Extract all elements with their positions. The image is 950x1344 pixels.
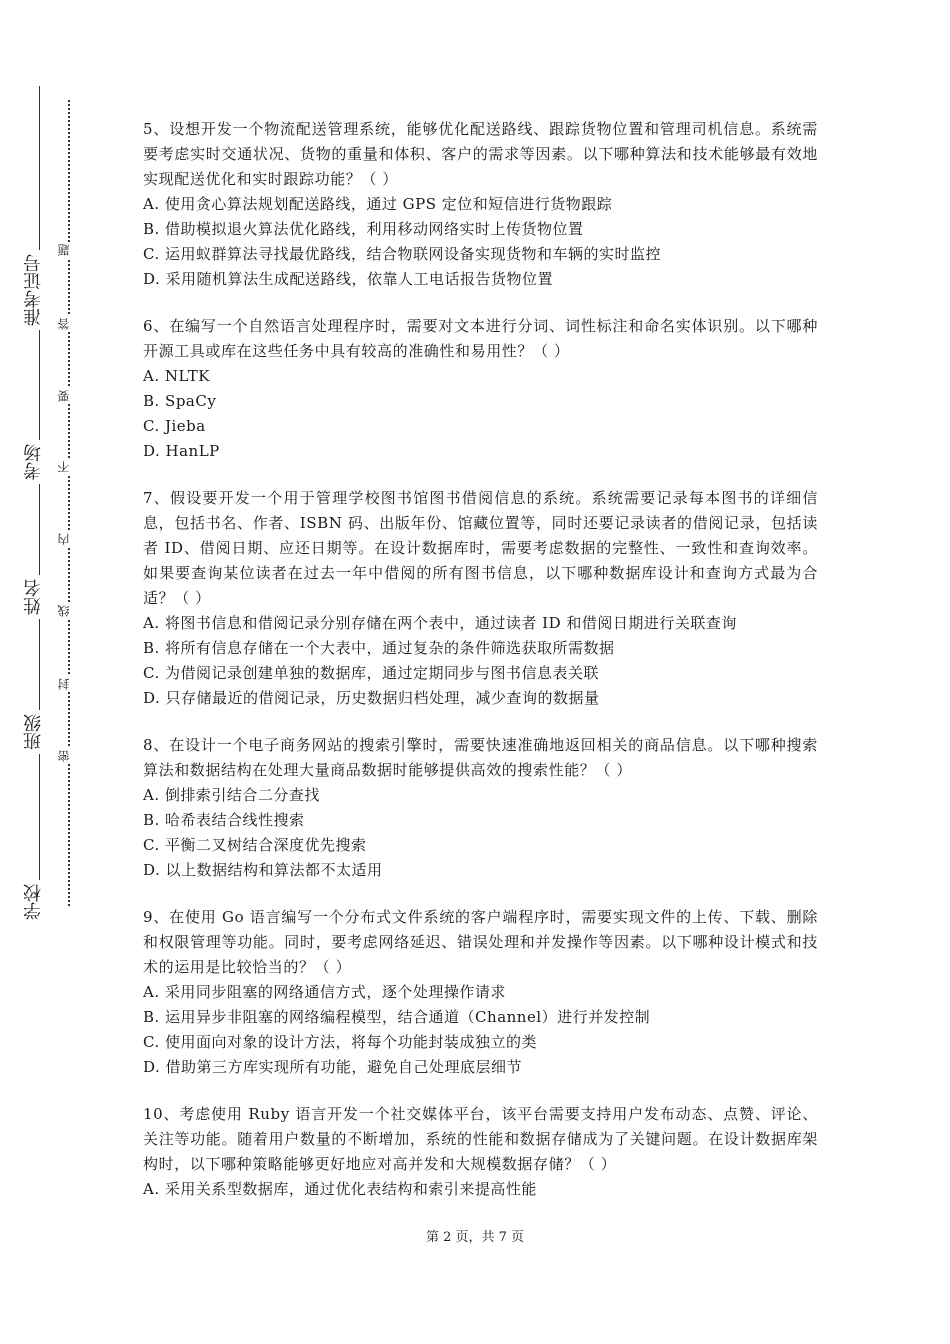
option-b: B. 将所有信息存储在一个大表中，通过复杂的条件筛选获取所需数据 — [143, 639, 615, 657]
question-stem: 8、在设计一个电子商务网站的搜索引擎时，需要快速准确地返回相关的商品信息。以下哪种搜索算法和数据结构在处理大量商品数据时能够提供高效的搜索性能？（ ） — [143, 736, 818, 779]
option-d: D. 只存储最近的借阅记录，历史数据归档处理，减少查询的数据量 — [143, 689, 600, 707]
page-number-footer: 第 2 页，共 7 页 — [425, 1230, 525, 1245]
option-c: C. 平衡二叉树结合深度优先搜索 — [143, 836, 367, 854]
option-b: B. 运用异步非阻塞的网络编程模型，结合通道（Channel）进行并发控制 — [143, 1008, 651, 1026]
question-stem: 10、考虑使用 Ruby 语言开发一个社交媒体平台，该平台需要支持用户发布动态、点赞、评论、关注等功能。随着用户数量的不断增加，系统的性能和数据存储成为了关键问题。在设计数据库架构时，以下哪种策略能够更好地应对高并发和大规模数据存储？（ ） — [143, 1105, 818, 1173]
question-stem: 7、假设要开发一个用于管理学校图书馆图书借阅信息的系统。系统需要记录每本图书的详细信息，包括书名、作者、ISBN 码、出版年份、馆藏位置等，同时还要记录读者的借阅记录，包括读者 ID、借阅日期、应还日期等。在设计数据库时，需要考虑数据的完整性、一致性和查询效率。如果要查询某位读者在过去一年中借阅的所有图书信息，以下哪种数据库设计和查询方式最为合适？（ ） — [143, 489, 818, 607]
option-a: A. 使用贪心算法规划配送路线，通过 GPS 定位和短信进行货物跟踪 — [143, 195, 613, 213]
binding-dotted-line — [68, 100, 70, 906]
option-a: A. NLTK — [143, 367, 210, 385]
seal-char: 线 — [58, 603, 78, 619]
question-stem: 6、在编写一个自然语言处理程序时，需要对文本进行分词、词性标注和命名实体识别。以下哪种开源工具或库在这些任务中具有较高的准确性和易用性？（ ） — [143, 317, 818, 360]
option-c: C. 为借阅记录创建单独的数据库，通过定期同步与图书信息表关联 — [143, 664, 599, 682]
question-7 — [143, 486, 818, 711]
binding-margin — [0, 0, 110, 1344]
option-c: C. Jieba — [143, 417, 206, 435]
seal-char: 不 — [58, 459, 78, 475]
option-a: A. 将图书信息和借阅记录分别存储在两个表中，通过读者 ID 和借阅日期进行关联查询 — [143, 614, 737, 632]
option-a: A. 采用关系型数据库，通过优化表结构和索引来提高性能 — [143, 1180, 537, 1198]
exam-room-label: 考场 — [25, 440, 53, 484]
binding-solid-line — [39, 86, 40, 906]
class-label: 班级 — [25, 710, 53, 754]
option-c: C. 使用面向对象的设计方法，将每个功能封装成独立的类 — [143, 1033, 537, 1051]
option-c: C. 运用蚁群算法寻找最优路线，结合物联网设备实现货物和车辆的实时监控 — [143, 245, 661, 263]
option-d: D. HanLP — [143, 442, 220, 460]
question-stem: 9、在使用 Go 语言编写一个分布式文件系统的客户端程序时，需要实现文件的上传、下载、删除和权限管理等功能。同时，要考虑网络延迟、错误处理和并发操作等因素。以下哪种设计模式和技术的运用是比较恰当的？（ ） — [143, 908, 818, 976]
seal-char: 内 — [58, 531, 78, 547]
option-d: D. 以上数据结构和算法都不太适用 — [143, 861, 383, 879]
exam-number-label: 准考证号 — [25, 250, 53, 330]
question-stem: 5、设想开发一个物流配送管理系统，能够优化配送路线、跟踪货物位置和管理司机信息。系统需要考虑实时交通状况、货物的重量和体积、客户的需求等因素。以下哪种算法和技术能够最有效地实现配送优化和实时跟踪功能？（ ） — [143, 120, 818, 188]
option-b: B. 借助模拟退火算法优化路线，利用移动网络实时上传货物位置 — [143, 220, 584, 238]
school-label: 学校 — [25, 880, 53, 924]
seal-char: 答 — [58, 316, 78, 332]
seal-char: 密 — [58, 748, 78, 764]
seal-char: 封 — [58, 676, 78, 692]
option-b: B. 哈希表结合线性搜索 — [143, 811, 305, 829]
question-6 — [143, 314, 818, 464]
option-b: B. SpaCy — [143, 392, 217, 410]
question-10 — [143, 1102, 818, 1202]
option-d: D. 采用随机算法生成配送路线，依靠人工电话报告货物位置 — [143, 270, 554, 288]
seal-char: 题 — [58, 242, 78, 258]
option-a: A. 采用同步阻塞的网络通信方式，逐个处理操作请求 — [143, 983, 506, 1001]
exam-content — [143, 117, 818, 1224]
question-9 — [143, 905, 818, 1080]
seal-char: 要 — [58, 388, 78, 404]
option-d: D. 借助第三方库实现所有功能，避免自己处理底层细节 — [143, 1058, 523, 1076]
question-5 — [143, 117, 818, 292]
option-a: A. 倒排索引结合二分查找 — [143, 786, 320, 804]
name-label: 姓名 — [25, 575, 53, 619]
question-8 — [143, 733, 818, 883]
